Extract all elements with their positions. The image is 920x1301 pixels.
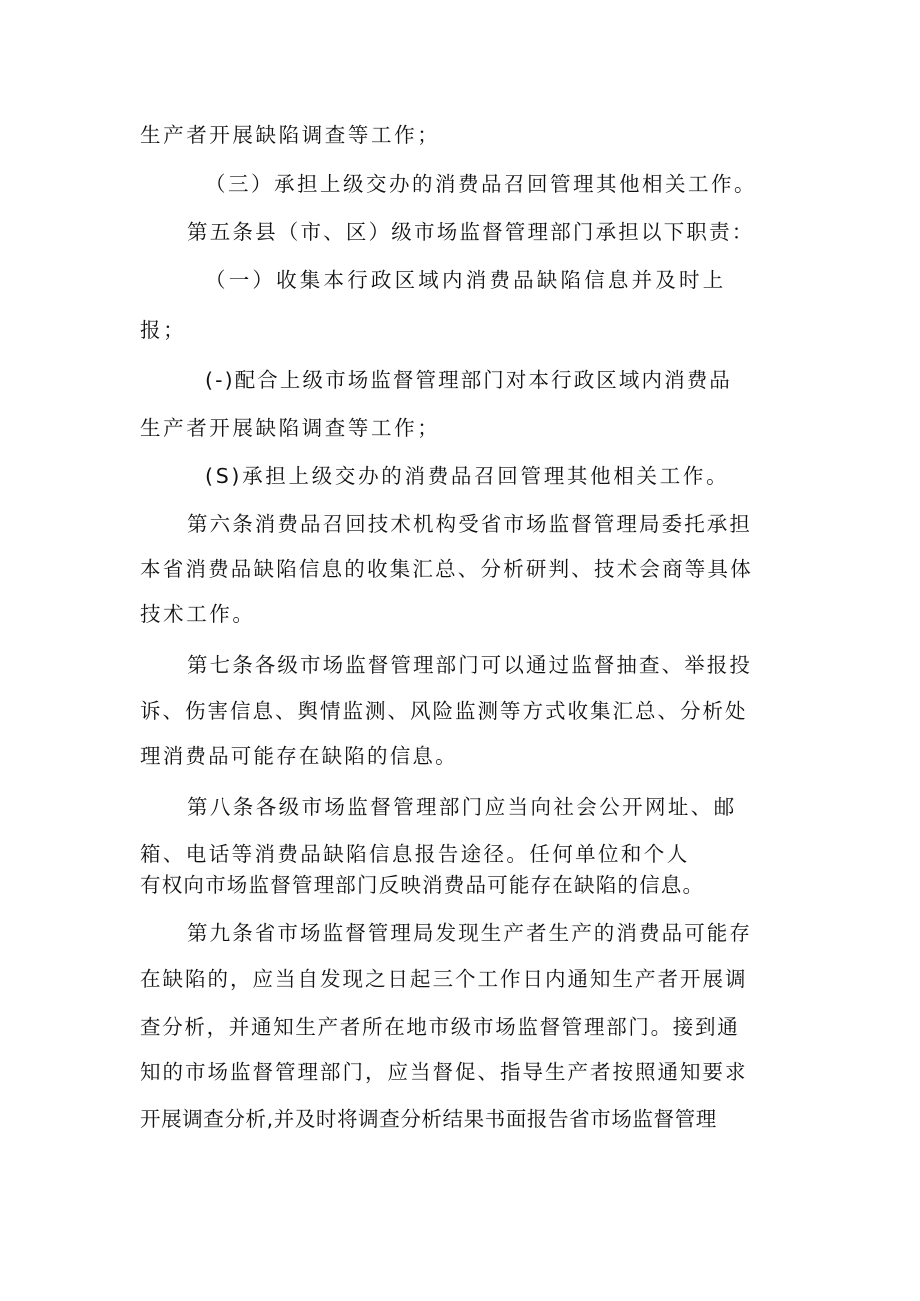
text-line: 生产者开展缺陷调查等工作； [140,416,441,440]
text-line: 有权向市场监督管理部门反映消费品可能存在缺陷的信息。 [140,873,705,897]
text-line: 查分析，并通知生产者所在地市级市场监督管理部门。接到通 [140,1015,740,1039]
text-line: 在缺陷的，应当自发现之日起三个工作日内通知生产者开展调 [140,967,748,991]
text-line: 第八条各级市场监督管理部门应当向社会公开网址、邮 [187,795,737,819]
text-line: 第五条县（市、区）级市场监督管理部门承担以下职责： [187,220,755,244]
text-line: 技术工作。 [140,602,256,626]
text-line: (S)承担上级交办的消费品召回管理其他相关工作。 [205,464,730,488]
text-line: 生产者开展缺陷调查等工作； [140,123,441,147]
text-line: 诉、伤害信息、舆情监测、风险监测等方式收集汇总、分析处 [140,699,748,723]
text-line: （三）承担上级交办的消费品召回管理其他相关工作。 [205,172,757,196]
text-line: 报； [140,318,187,342]
text-line: 本省消费品缺陷信息的收集汇总、分析研判、技术会商等具体 [140,557,753,581]
text-line: (-)配合上级市场监督管理部门对本行政区域内消费品 [205,368,732,392]
text-line: 第九条省市场监督管理局发现生产者生产的消费品可能存 [187,921,752,945]
text-line: 第六条消费品召回技术机构受省市场监督管理局委托承担 [187,512,752,536]
text-line: 理消费品可能存在缺陷的信息。 [140,744,458,768]
text-line: 知的市场监督管理部门，应当督促、指导生产者按照通知要求 [140,1060,748,1084]
text-line: （一）收集本行政区域内消费品缺陷信息并及时上 [205,268,727,292]
text-line: 第七条各级市场监督管理部门可以通过监督抽查、举报投 [187,653,752,677]
text-line: 箱、电话等消费品缺陷信息报告途径。任何单位和个人 [140,842,690,866]
text-line: 开展调查分析,并及时将调查分析结果书面报告省市场监督管理 [140,1107,717,1131]
